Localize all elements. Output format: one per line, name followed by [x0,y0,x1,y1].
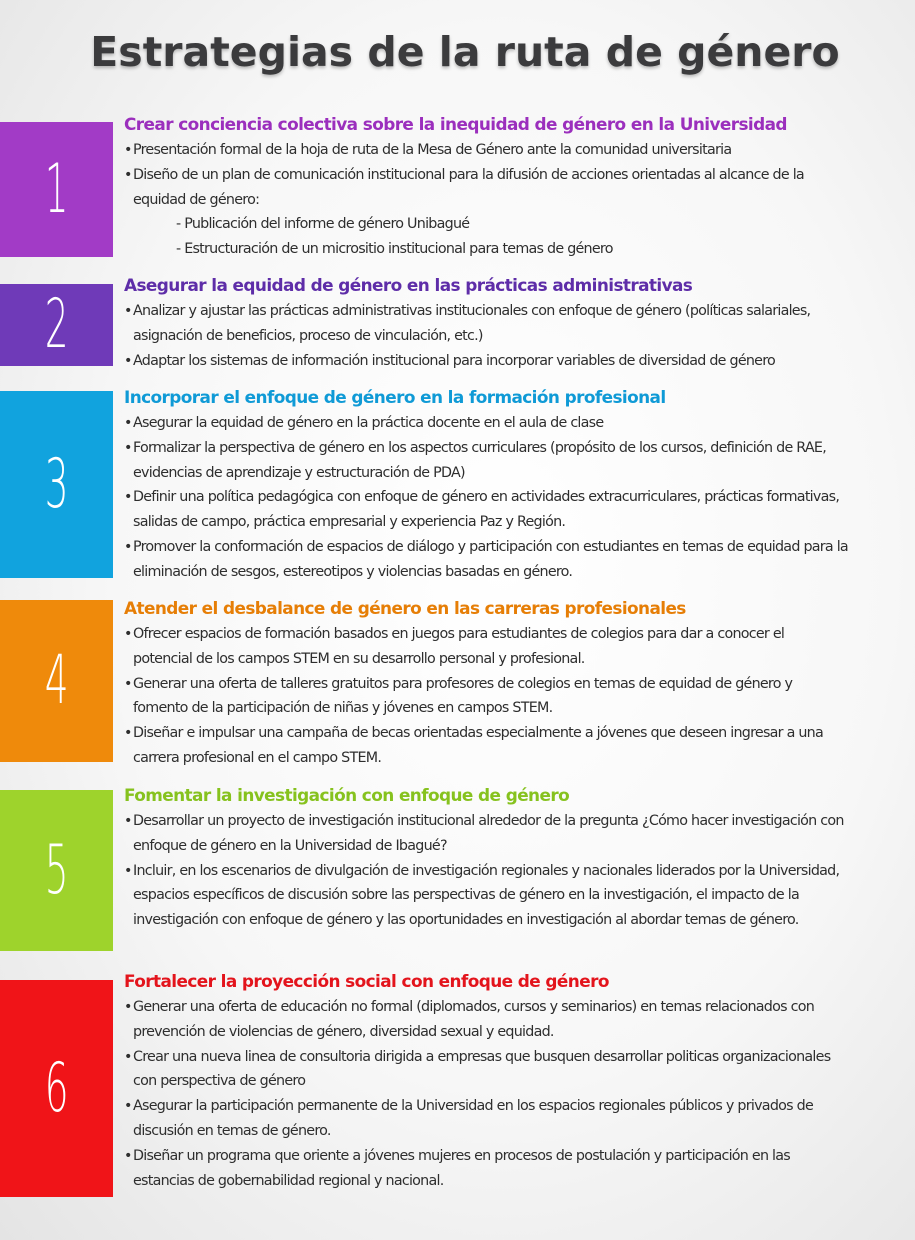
page-title: Estrategias de la ruta de género [90,28,840,76]
list-item: • Definir una política pedagógica con enfoque de género en actividades extracurriculares, prácticas formativas, salidas de campo, práctica empresarial y experiencia Paz y Región. [124,485,872,535]
list-item: • Analizar y ajustar las prácticas administrativas institucionales con enfoque de género (políticas salariales, asignación de beneficios, proceso de vinculación, etc.) [124,299,869,349]
bullet-list [124,809,852,933]
list-item: • Crear una nueva linea de consultoria dirigida a empresas que busquen desarrollar politicas organizacionales con perspectiva de género [124,1045,839,1095]
section-6 [124,970,909,1193]
bullet-list [124,299,869,373]
section-number: 4 [44,641,69,720]
bullet-list [124,995,839,1193]
section-title: Crear conciencia colectiva sobre la inequidad de género en la Universidad [124,115,787,135]
bullet-list [124,411,872,585]
section-number: 6 [44,1048,69,1128]
number-block-6 [0,980,113,1197]
list-item: • Incluir, en los escenarios de divulgación de investigación regionales y nacionales liderados por la Universidad, espacios específicos de discusión sobre las perspectivas de género en la investigación, el impacto de la investigación con enfoque de género y las oportunidades en investigación al abordar temas de género. [124,859,852,933]
list-item: • Generar una oferta de talleres gratuitos para profesores de colegios en temas de equidad de género y fomento de la participación de niñas y jóvenes en campos STEM. [124,672,824,722]
section-title: Asegurar la equidad de género en las prácticas administrativas [124,276,693,296]
list-item: • Adaptar los sistemas de información institucional para incorporar variables de diversidad de género [124,349,869,374]
list-item: • Desarrollar un proyecto de investigación institucional alrededor de la pregunta ¿Cómo hacer investigación con enfoque de género en la Universidad de Ibagué? [124,809,852,859]
section-title: Fomentar la investigación con enfoque de género [124,786,570,806]
section-3 [124,386,909,585]
section-5 [124,784,909,933]
section-4 [124,597,909,771]
section-number: 3 [44,444,69,524]
section-number: 2 [44,285,69,364]
list-item: • Formalizar la perspectiva de género en los aspectos curriculares (propósito de los cursos, definición de RAE, evidencias de aprendizaje y estructuración de PDA) [124,436,872,486]
section-number: 5 [44,830,69,910]
bullet-list [124,138,824,212]
bullet-list [124,622,824,771]
sub-item: - Publicación del informe de género Unibagué [176,216,470,233]
list-item: • Diseño de un plan de comunicación institucional para la difusión de acciones orientadas al alcance de la equidad de género: [124,163,824,213]
list-item: • Asegurar la participación permanente de la Universidad en los espacios regionales públicos y privados de discusión en temas de género. [124,1094,839,1144]
section-title: Incorporar el enfoque de género en la formación profesional [124,388,666,408]
list-item: • Ofrecer espacios de formación basados en juegos para estudiantes de colegios para dar a conocer el potencial de los campos STEM en su desarrollo personal y profesional. [124,622,824,672]
list-item: • Diseñar e impulsar una campaña de becas orientadas especialmente a jóvenes que deseen ingresar a una carrera profesional en el campo STEM. [124,721,824,771]
section-number: 1 [44,149,69,229]
number-block-2 [0,284,113,366]
section-title: Fortalecer la proyección social con enfoque de género [124,972,609,992]
number-block-1 [0,122,113,257]
list-item: • Generar una oferta de educación no formal (diplomados, cursos y seminarios) en temas relacionados con prevención de violencias de género, diversidad sexual y equidad. [124,995,839,1045]
section-1 [124,113,909,262]
number-block-5 [0,790,113,951]
section-2 [124,274,909,373]
list-item: • Promover la conformación de espacios de diálogo y participación con estudiantes en temas de equidad para la eliminación de sesgos, estereotipos y violencias basadas en género. [124,535,872,585]
number-block-4 [0,600,113,762]
list-item: • Diseñar un programa que oriente a jóvenes mujeres en procesos de postulación y participación en las estancias de gobernabilidad regional y nacional. [124,1144,839,1194]
section-title: Atender el desbalance de género en las carreras profesionales [124,599,686,619]
list-item: • Presentación formal de la hoja de ruta de la Mesa de Género ante la comunidad universitaria [124,138,824,163]
number-block-3 [0,391,113,578]
sub-item: - Estructuración de un micrositio institucional para temas de género [176,241,613,258]
list-item: • Asegurar la equidad de género en la práctica docente en el aula de clase [124,411,872,436]
